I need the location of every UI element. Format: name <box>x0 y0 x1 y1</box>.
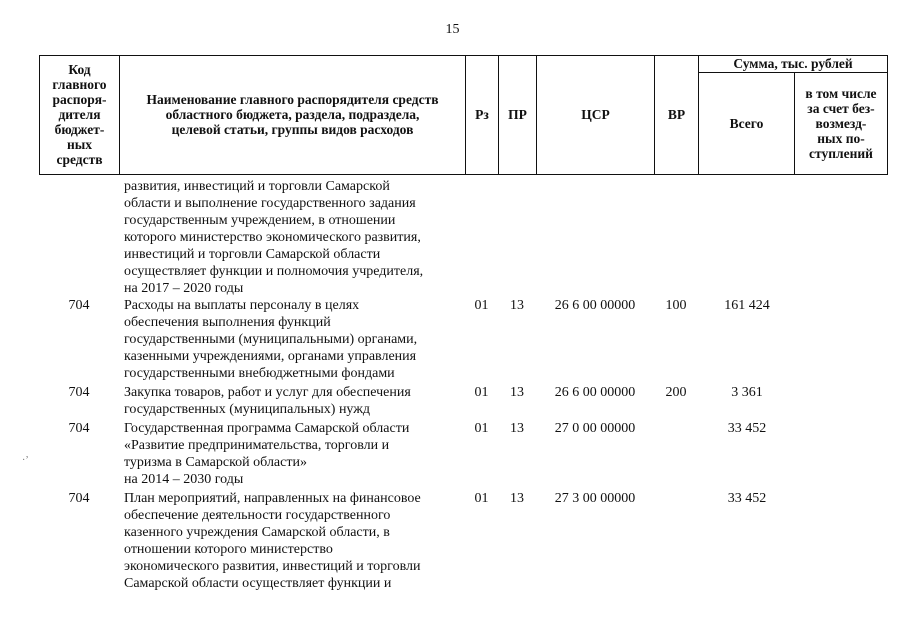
row-vr: 200 <box>665 385 687 400</box>
row-rz: 01 <box>474 385 489 400</box>
row-name: План мероприятий, направленных на финансовое обеспечение деятельности государственного казенного учреждения Самарской области, в отношении которого министерство экономического развития, инвестиций и торговли Самарской области осуществляет функции и <box>124 491 421 591</box>
row-pr: 13 <box>510 421 524 436</box>
table-header <box>39 55 888 175</box>
row-code: 704 <box>68 298 90 313</box>
row-total: 161 424 <box>724 298 770 313</box>
row-csr: 27 3 00 00000 <box>554 491 636 506</box>
row-code: 704 <box>68 491 90 506</box>
row-csr: 26 6 00 00000 <box>554 385 636 400</box>
row-total: 3 361 <box>731 385 763 400</box>
row-name: Закупка товаров, работ и услуг для обеспечения государственных (муниципальных) нужд <box>124 385 411 417</box>
header-bottom-border <box>39 174 888 175</box>
row-code: 704 <box>68 385 90 400</box>
row-pr: 13 <box>510 298 524 313</box>
header-incl: в том числе за счет без- возмезд- ных по- ступлений <box>805 86 877 161</box>
row-rz: 01 <box>474 298 489 313</box>
row-rz: 01 <box>474 491 489 506</box>
row-total: 33 452 <box>727 421 767 436</box>
row-vr: 100 <box>665 298 687 313</box>
row-pr: 13 <box>510 385 524 400</box>
header-code: Код главного распоря- дителя бюджет- ных средств <box>52 62 107 167</box>
header-total: Всего <box>729 116 764 131</box>
header-rz: Рз <box>475 107 489 122</box>
scan-speck: ·ʼ <box>22 455 29 466</box>
row-code: 704 <box>68 421 90 436</box>
row-name: Расходы на выплаты персоналу в целях обеспечения выполнения функций государственными (муниципальными) органами, казенными учреждениями, органами управления государственными внебюджетными фондами <box>124 298 418 381</box>
row-rz: 01 <box>474 421 489 436</box>
row-name: Государственная программа Самарской области «Развитие предпринимательства, торговли и туризма в Самарской области» на 2014 – 2030 годы <box>124 421 410 487</box>
header-vr: ВР <box>667 107 686 122</box>
row-csr: 27 0 00 00000 <box>554 421 636 436</box>
header-sum: Сумма, тыс. рублей <box>733 56 853 71</box>
row-csr: 26 6 00 00000 <box>554 298 636 313</box>
header-csr: ЦСР <box>581 107 610 122</box>
row-total: 33 452 <box>727 491 767 506</box>
row-pr: 13 <box>510 491 524 506</box>
row-name: развития, инвестиций и торговли Самарской области и выполнение государственного задания государственным учреждением, в отношении которого министерство экономического развития, инвестиций и торговли Самарской области осуществляет функции и полномочия учредителя, на 2017 – 2020 годы <box>124 179 424 296</box>
header-name: Наименование главного распорядителя средств областного бюджета, раздела, подраздела, целевой статьи, группы видов расходов <box>146 92 439 137</box>
page-number: 15 <box>445 22 460 37</box>
header-pr: ПР <box>508 107 527 122</box>
